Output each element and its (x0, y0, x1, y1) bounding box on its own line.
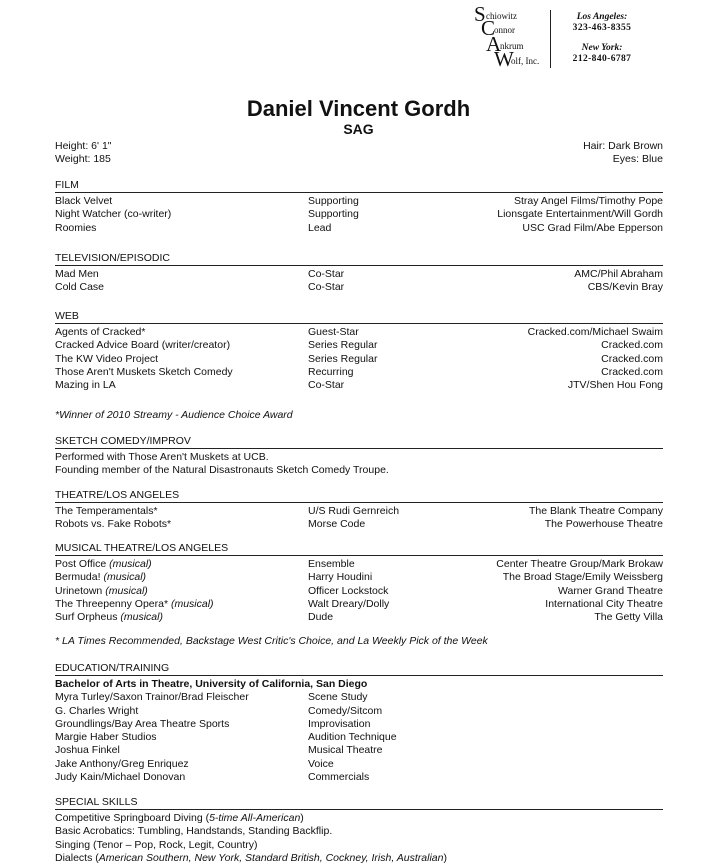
training-row: Jake Anthony/Greg Enriquez Voice (55, 757, 334, 770)
sketch-heading: SKETCH COMEDY/IMPROV (55, 435, 663, 449)
musical-section (55, 542, 663, 624)
credit-row: Roomies Lead USC Grad Film/Abe Epperson (55, 221, 663, 234)
la-phone: 323-463-8355 (572, 23, 632, 33)
skills-heading: SPECIAL SKILLS (55, 796, 663, 810)
ny-phone: 212-840-6787 (572, 54, 632, 64)
agency-initial-c: C (481, 16, 496, 40)
tv-section (55, 252, 663, 295)
agency-name-1: chiowitz (486, 11, 517, 21)
hair-stat: Hair: Dark Brown (583, 140, 663, 152)
sketch-line: Founding member of the Natural Disastronauts Sketch Comedy Troupe. (55, 464, 389, 477)
film-section (55, 179, 663, 235)
height-stat: Height: 6' 1" (55, 140, 112, 152)
credit-row: Surf Orpheus (musical) Dude The Getty Villa (55, 611, 663, 624)
skill-line: Singing (Tenor – Pop, Rock, Legit, Country) (55, 838, 258, 851)
training-row: Margie Haber Studios Audition Technique (55, 731, 397, 744)
credit-row: Cold Case Co-Star CBS/Kevin Bray (55, 281, 663, 294)
agency-divider (550, 10, 551, 68)
agency-logo (474, 4, 654, 72)
credit-row: Post Office (musical) Ensemble Center Theatre Group/Mark Brokaw (55, 558, 663, 570)
credit-row: Night Watcher (co-writer) Supporting Lionsgate Entertainment/Will Gordh (55, 208, 663, 221)
credit-row: The KW Video Project Series Regular Cracked.com (55, 352, 663, 365)
agency-names (474, 4, 546, 72)
degree-line: Bachelor of Arts in Theatre, University of California, San Diego (55, 678, 368, 690)
agency-name-3: nkrum (500, 41, 524, 51)
skill-line: Dialects (American Southern, New York, Standard British, Cockney, Irish, Australian) (55, 851, 447, 864)
training-row: G. Charles Wright Comedy/Sitcom (55, 704, 383, 717)
web-heading: WEB (55, 310, 663, 324)
weight-stat: Weight: 185 (55, 153, 111, 165)
agency-name-2: onnor (494, 25, 515, 35)
credit-row: Urinetown (musical) Officer Lockstock Warner Grand Theatre (55, 584, 663, 597)
theatre-heading: THEATRE/LOS ANGELES (55, 489, 663, 503)
credit-row: Black Velvet Supporting Stray Angel Films/Timothy Pope (55, 195, 663, 207)
theatre-section (55, 489, 663, 532)
agency-initial-a: A (486, 32, 502, 56)
credit-row: Mad Men Co-Star AMC/Phil Abraham (55, 268, 663, 280)
training-row: Joshua Finkel Musical Theatre (55, 744, 383, 757)
web-section (55, 310, 663, 392)
tv-heading: TELEVISION/EPISODIC (55, 252, 663, 266)
sketch-section (55, 435, 663, 478)
credit-row: The Temperamentals* U/S Rudi Gernreich The Blank Theatre Company (55, 505, 663, 517)
skills-section (55, 796, 663, 865)
sketch-line: Performed with Those Aren't Muskets at UCB. (55, 451, 269, 463)
agency-initial-s: S (474, 2, 486, 26)
actor-name: Daniel Vincent Gordh (246, 96, 471, 121)
credit-row: Those Aren't Muskets Sketch Comedy Recurring Cracked.com (55, 365, 663, 378)
film-heading: FILM (55, 179, 663, 193)
web-award-note: *Winner of 2010 Streamy - Audience Choice Award (55, 409, 293, 421)
credit-row: Agents of Cracked* Guest-Star Cracked.com/Michael Swaim (55, 326, 663, 338)
credit-row: Mazing in LA Co-Star JTV/Shen Hou Fong (55, 379, 663, 392)
credit-row: Robots vs. Fake Robots* Morse Code The Powerhouse Theatre (55, 518, 663, 531)
education-heading: EDUCATION/TRAINING (55, 662, 663, 676)
musical-press-note: * LA Times Recommended, Backstage West Critic's Choice, and La Weekly Pick of the Week (55, 635, 488, 647)
credit-row: Cracked Advice Board (writer/creator) Series Regular Cracked.com (55, 339, 663, 352)
agency-initial-w: W (494, 47, 514, 71)
agency-name-4: olf, Inc. (511, 56, 540, 66)
skill-line: Competitive Springboard Diving (5-time All-American) (55, 812, 304, 824)
ny-label: New York: (581, 43, 623, 53)
agency-contact (556, 12, 648, 65)
credit-row: The Threepenny Opera* (musical) Walt Dreary/Dolly International City Theatre (55, 597, 663, 610)
union-status: SAG (343, 121, 374, 137)
training-row: Groundlings/Bay Area Theatre Sports Improvisation (55, 717, 371, 730)
musical-heading: MUSICAL THEATRE/LOS ANGELES (55, 542, 663, 556)
skill-line: Basic Acrobatics: Tumbling, Handstands, Standing Backflip. (55, 825, 333, 838)
education-section (55, 662, 663, 784)
eyes-stat: Eyes: Blue (612, 153, 663, 165)
la-label: Los Angeles: (576, 12, 628, 22)
credit-row: Bermuda! (musical) Harry Houdini The Broad Stage/Emily Weissberg (55, 571, 663, 584)
training-row: Judy Kain/Michael Donovan Commercials (55, 771, 370, 784)
training-row: Myra Turley/Saxon Trainor/Brad Fleischer Scene Study (55, 691, 368, 704)
